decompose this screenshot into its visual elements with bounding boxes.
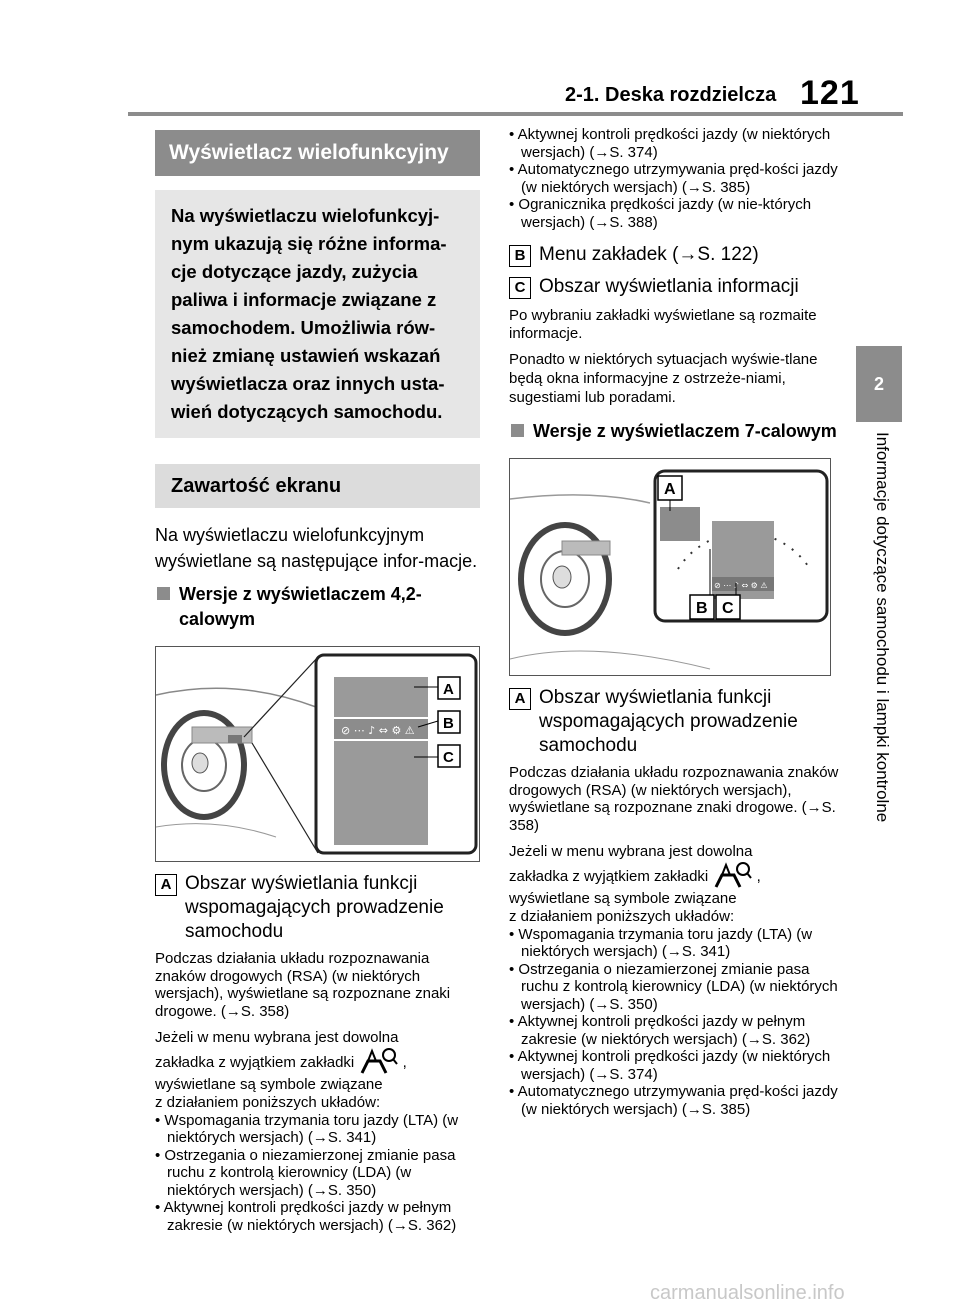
systems-list [509,926,839,1119]
intro-box: Na wyświetlaczu wielofunkcyj-nym ukazują się różne informa-cje dotyczące jazdy, zużycia paliwa i informacje związane z samochodem. Umożliwia rów-nież zmianę ustawień wskazań wyświetlacza oraz innych usta-wień dotyczących samochodu. [155,190,480,438]
list-item: • Automatycznego utrzymywania pręd-kości jazdy (w niektórych wersjach) (→S. 385) [509,1083,839,1118]
callout-text: Obszar wyświetlania funkcji wspomagających prowadzenie samochodu [185,873,444,942]
menu-text-part: zakładka z wyjątkiem zakładki [155,1054,355,1071]
section-banner: Wyświetlacz wielofunkcyjny [155,130,480,176]
figure-label-b: B [443,715,454,732]
subsection-banner: Zawartość ekranu [155,464,480,508]
list-item: • Aktywnej kontroli prędkości jazdy (w niektórych wersjach) (→S. 374) [509,1048,839,1083]
menu-text-line [155,1047,480,1075]
right-column [509,126,839,1118]
list-item: • Ostrzegania o niezamierzonej zmianie pasa ruchu z kontrolą kierownicy (LDA) (w niektórych wersjach) (→S. 350) [509,961,839,1014]
menu-text [155,1028,480,1112]
dashboard-illustration-7 [510,459,831,676]
figure-7-inch-display [509,458,831,676]
menu-text-line: z działaniem poniższych układów: [155,1094,381,1111]
info-text: Po wybraniu zakładki wyświetlane są rozmaite informacje. [509,307,817,342]
list-item: • Wspomagania trzymania toru jazdy (LTA) (w niektórych wersjach) (→S. 341) [509,926,839,961]
info-text: Ponadto w niektórych sytuacjach wyświe-tlane będą okna informacyjne z ostrzeże-niami, sugestiami lub poradami. [509,351,818,406]
figure-label-c: C [722,600,734,617]
list-item: • Aktywnej kontroli prędkości jazdy (w niektórych wersjach) (→S. 374) [509,126,839,161]
list-item: • Automatycznego utrzymywania pręd-kości jazdy (w niektórych wersjach) (→S. 385) [509,161,839,196]
menu-text-line [509,861,839,889]
callout-a [509,686,839,758]
svg-text:⊘ ⋯ ♪ ⇔ ⚙ ⚠: ⊘ ⋯ ♪ ⇔ ⚙ ⚠ [341,724,415,737]
version-heading-7 [509,419,839,444]
left-column [155,124,480,1234]
menu-text [509,842,839,926]
heading-text: Wersje z wyświetlaczem 7-calowym [533,421,837,441]
driving-assist-tab-icon [712,861,752,889]
header-rule [128,112,903,116]
menu-text-part: , [756,868,761,885]
dashboard-illustration-42 [156,647,480,862]
page-header [0,0,960,120]
heading-square-icon [157,587,170,600]
menu-text-part: , [402,1054,407,1071]
menu-text-line: Jeżeli w menu wybrana jest dowolna [155,1029,399,1046]
rsa-text: Podczas działania układu rozpoznawania znaków drogowych (RSA) (w niektórych wersjach), wyświetlane są rozpoznane znaki drogowe. (→S. 358) [509,764,839,834]
heading-square-icon [511,424,524,437]
list-item: • Aktywnej kontroli prędkości jazdy w pełnym zakresie (w niektórych wersjach) (→S. 362) [509,1013,839,1048]
callout-text: Menu zakładek (→S. 122) [539,244,759,265]
menu-text-line: wyświetlane są symbole związane [509,890,737,907]
callout-b [509,243,839,267]
figure-label-a: A [443,681,454,698]
menu-text-line: Jeżeli w menu wybrana jest dowolna [509,843,753,860]
callout-text: Obszar wyświetlania funkcji wspomagających prowadzenie samochodu [539,687,798,756]
menu-text-line: z działaniem poniższych układów: [509,908,735,925]
figure-label-a: A [664,481,676,498]
section-title: 2-1. Deska rozdzielcza [565,84,777,106]
body-text: Na wyświetlaczu wielofunkcyjnym wyświetlane są następujące infor-macje. [155,525,478,571]
menu-text-line: wyświetlane są symbole związane [155,1076,383,1093]
callout-text: Obszar wyświetlania informacji [539,276,799,297]
list-item: • Aktywnej kontroli prędkości jazdy w pełnym zakresie (w niektórych wersjach) (→S. 362) [155,1199,480,1234]
callout-c [509,275,839,299]
callout-letter: B [509,245,531,267]
systems-list-continued [509,126,839,231]
callout-letter: A [509,688,531,710]
svg-text:⊘ ⋯ ♪ ⇔ ⚙ ⚠: ⊘ ⋯ ♪ ⇔ ⚙ ⚠ [714,581,768,590]
callout-a [155,872,480,944]
chapter-title: Informacje dotyczące samochodu i lampki kontrolne [873,432,892,823]
watermark: carmanualsonline.info [650,1282,845,1304]
list-item: • Wspomagania trzymania toru jazdy (LTA) (w niektórych wersjach) (→S. 341) [155,1112,480,1147]
version-heading-42 [155,582,480,632]
page-number: 121 [800,74,860,112]
list-item: • Ostrzegania o niezamierzonej zmianie pasa ruchu z kontrolą kierownicy (LDA) (w niektórych wersjach) (→S. 350) [155,1147,480,1200]
driving-assist-tab-icon [358,1047,398,1075]
figure-label-c: C [443,749,454,766]
chapter-tab: 2 [856,346,902,422]
rsa-text: Podczas działania układu rozpoznawania znaków drogowych (RSA) (w niektórych wersjach), wyświetlane są rozpoznane znaki drogowe. (→S. 358) [155,950,451,1020]
heading-text: Wersje z wyświetlaczem 4,2-calowym [179,584,422,629]
callout-letter: C [509,277,531,299]
menu-text-part: zakładka z wyjątkiem zakładki [509,868,709,885]
systems-list [155,1112,480,1235]
callout-letter: A [155,874,177,896]
figure-label-b: B [696,600,708,617]
list-item: • Ogranicznika prędkości jazdy (w nie-których wersjach) (→S. 388) [509,196,839,231]
figure-42-inch-display [155,646,480,862]
